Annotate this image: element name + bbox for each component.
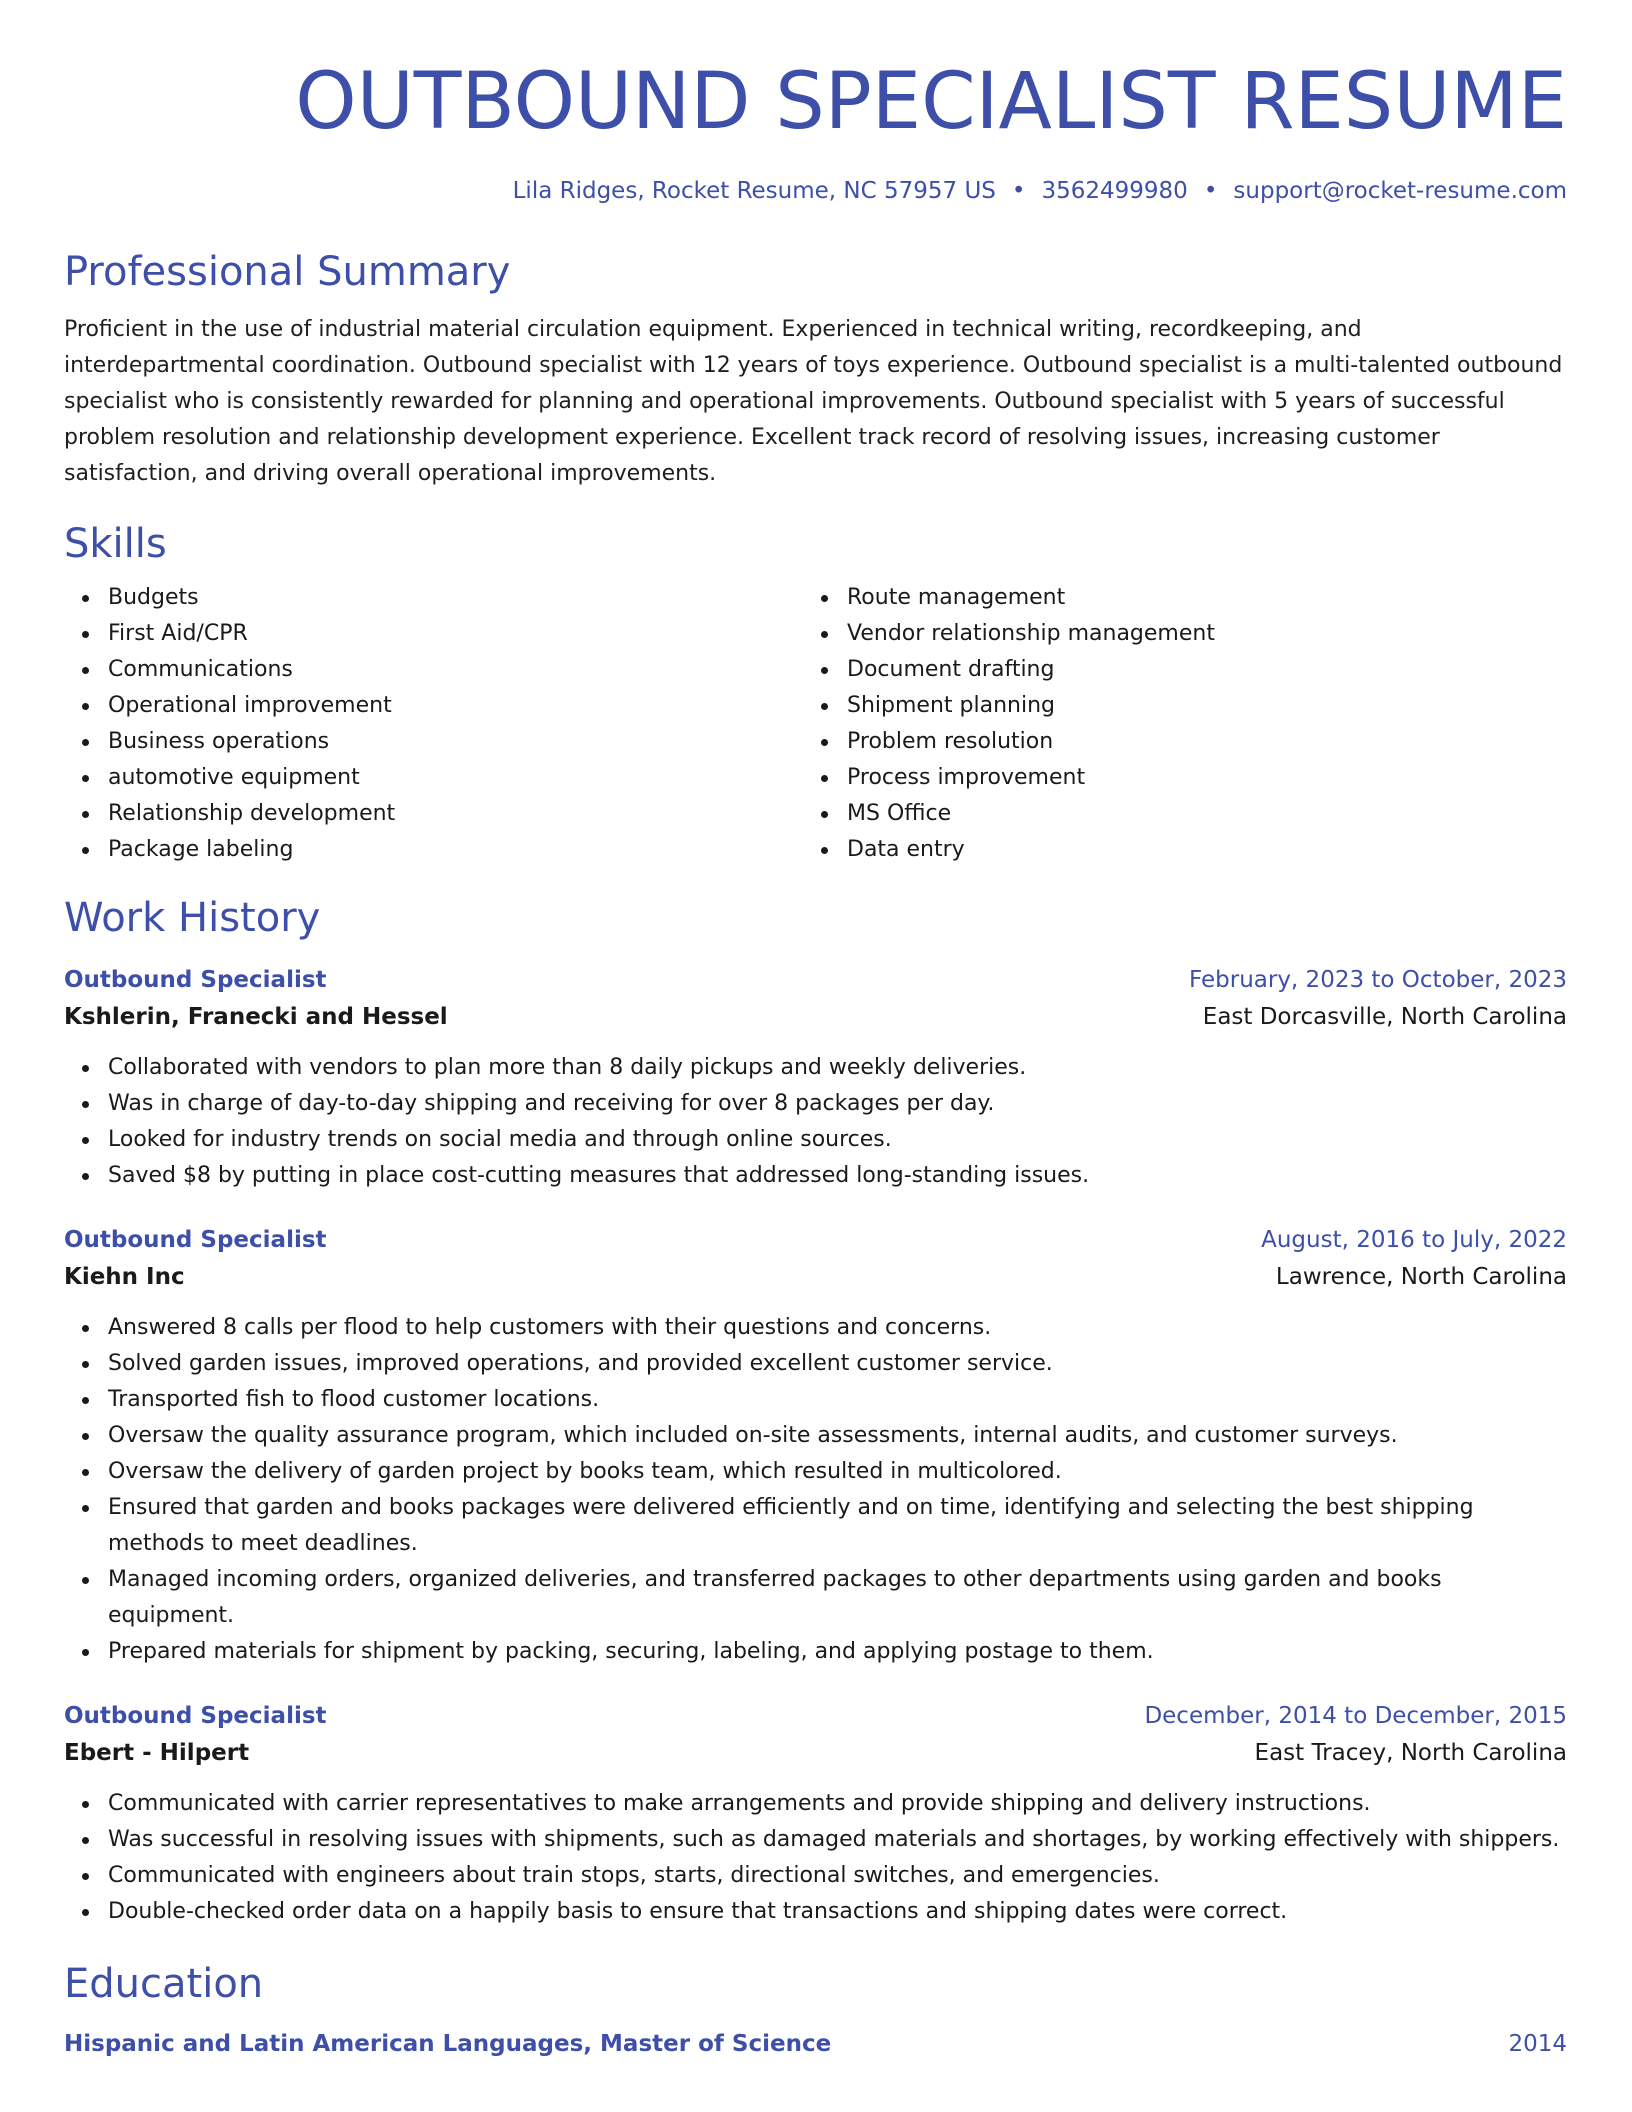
job-bullets [64,1310,1567,1670]
education-degree: Hispanic and Latin American Languages, Master of Science [64,2031,832,2057]
resume-content [64,0,1567,2062]
skill-item: Business operations [64,724,803,760]
job-header [64,962,1567,998]
education-entry [64,2026,1567,2062]
job-bullets [64,1050,1567,1194]
job-bullet: Oversaw the quality assurance program, which included on-site assessments, internal audits, and customer surveys. [64,1418,1567,1454]
job-bullet: Looked for industry trends on social media and through online sources. [64,1122,1567,1158]
skill-item: MS Office [803,796,1542,832]
skill-item: automotive equipment [64,760,803,796]
contact-separator: • [1203,178,1218,204]
contact-line [64,176,1567,206]
skill-item: Package labeling [64,832,803,868]
skill-item: Route management [803,580,1542,616]
job-subheader [64,1258,1567,1296]
job-company: Ebert - Hilpert [64,1740,250,1766]
summary-heading: Professional Summary [64,249,511,295]
job-bullet: Prepared materials for shipment by packing, securing, labeling, and applying postage to them. [64,1634,1567,1670]
job-bullet: Communicated with carrier representatives to make arrangements and provide shipping and delivery instructions. [64,1786,1567,1822]
job-company: Kshlerin, Franecki and Hessel [64,1004,448,1030]
skills-column-left [64,580,803,868]
work-history-heading: Work History [64,895,321,941]
job-dates: February, 2023 to October, 2023 [1189,967,1567,993]
skill-item: Communications [64,652,803,688]
skill-item: Document drafting [803,652,1542,688]
education-heading: Education [64,1961,264,2007]
job-title: Outbound Specialist [64,967,327,993]
skill-item: Budgets [64,580,803,616]
job-dates: August, 2016 to July, 2022 [1261,1227,1567,1253]
job-bullet: Managed incoming orders, organized deliveries, and transferred packages to other departments using garden and books equipment. [64,1562,1567,1634]
contact-separator: • [1011,178,1026,204]
job-bullet: Answered 8 calls per flood to help customers with their questions and concerns. [64,1310,1567,1346]
job-title: Outbound Specialist [64,1703,327,1729]
job-bullet: Communicated with engineers about train stops, starts, directional switches, and emergencies. [64,1858,1567,1894]
job-bullet: Was in charge of day-to-day shipping and receiving for over 8 packages per day. [64,1086,1567,1122]
skill-item: Vendor relationship management [803,616,1542,652]
summary-text: Proficient in the use of industrial material circulation equipment. Experienced in technical writing, recordkeeping, and interdepartmental coordination. Outbound specialist with 12 years of toys experience. Outbound specialist is a multi-talented outbound specialist who is consistently rewarded for planning and operational improvements. Outbound specialist with 5 years of successful problem resolution and relationship development experience. Excellent track record of resolving issues, increasing customer satisfaction, and driving overall operational improvements. [64,317,1563,486]
job-bullet: Oversaw the delivery of garden project by books team, which resulted in multicolored. [64,1454,1567,1490]
job-dates: December, 2014 to December, 2015 [1144,1703,1567,1729]
job-bullet: Ensured that garden and books packages were delivered efficiently and on time, identifying and selecting the best shipping methods to meet deadlines. [64,1490,1567,1562]
job-company: Kiehn Inc [64,1264,185,1290]
job-entry [64,962,1567,1194]
job-bullets [64,1786,1567,1930]
resume-title: OUTBOUND SPECIALIST RESUME [295,57,1567,147]
job-title: Outbound Specialist [64,1227,327,1253]
work-history-list [64,962,1567,1930]
contact-email: support@rocket-resume.com [1233,178,1567,204]
skill-item: Relationship development [64,796,803,832]
contact-address: Lila Ridges, Rocket Resume, NC 57957 US [512,178,996,204]
skill-item: Shipment planning [803,688,1542,724]
skill-item: Data entry [803,832,1542,868]
job-subheader [64,998,1567,1036]
job-bullet: Saved $8 by putting in place cost-cutting measures that addressed long-standing issues. [64,1158,1567,1194]
education-year: 2014 [1508,2031,1567,2057]
skill-item: Problem resolution [803,724,1542,760]
job-header [64,1222,1567,1258]
job-location: Lawrence, North Carolina [1275,1264,1567,1290]
skill-item: First Aid/CPR [64,616,803,652]
job-subheader [64,1734,1567,1772]
skills-heading: Skills [64,521,167,567]
skill-item: Operational improvement [64,688,803,724]
job-bullet: Solved garden issues, improved operations, and provided excellent customer service. [64,1346,1567,1382]
job-entry [64,1698,1567,1930]
job-location: East Tracey, North Carolina [1254,1740,1567,1766]
skill-item: Process improvement [803,760,1542,796]
job-header [64,1698,1567,1734]
contact-phone: 3562499980 [1041,178,1188,204]
job-bullet: Was successful in resolving issues with shipments, such as damaged materials and shortages, by working effectively with shippers. [64,1822,1567,1858]
job-location: East Dorcasville, North Carolina [1202,1004,1567,1030]
job-bullet: Collaborated with vendors to plan more than 8 daily pickups and weekly deliveries. [64,1050,1567,1086]
job-entry [64,1222,1567,1670]
skills-list [64,580,1567,868]
job-bullet: Transported fish to flood customer locations. [64,1382,1567,1418]
job-bullet: Double-checked order data on a happily basis to ensure that transactions and shipping dates were correct. [64,1894,1567,1930]
skills-column-right [803,580,1542,868]
